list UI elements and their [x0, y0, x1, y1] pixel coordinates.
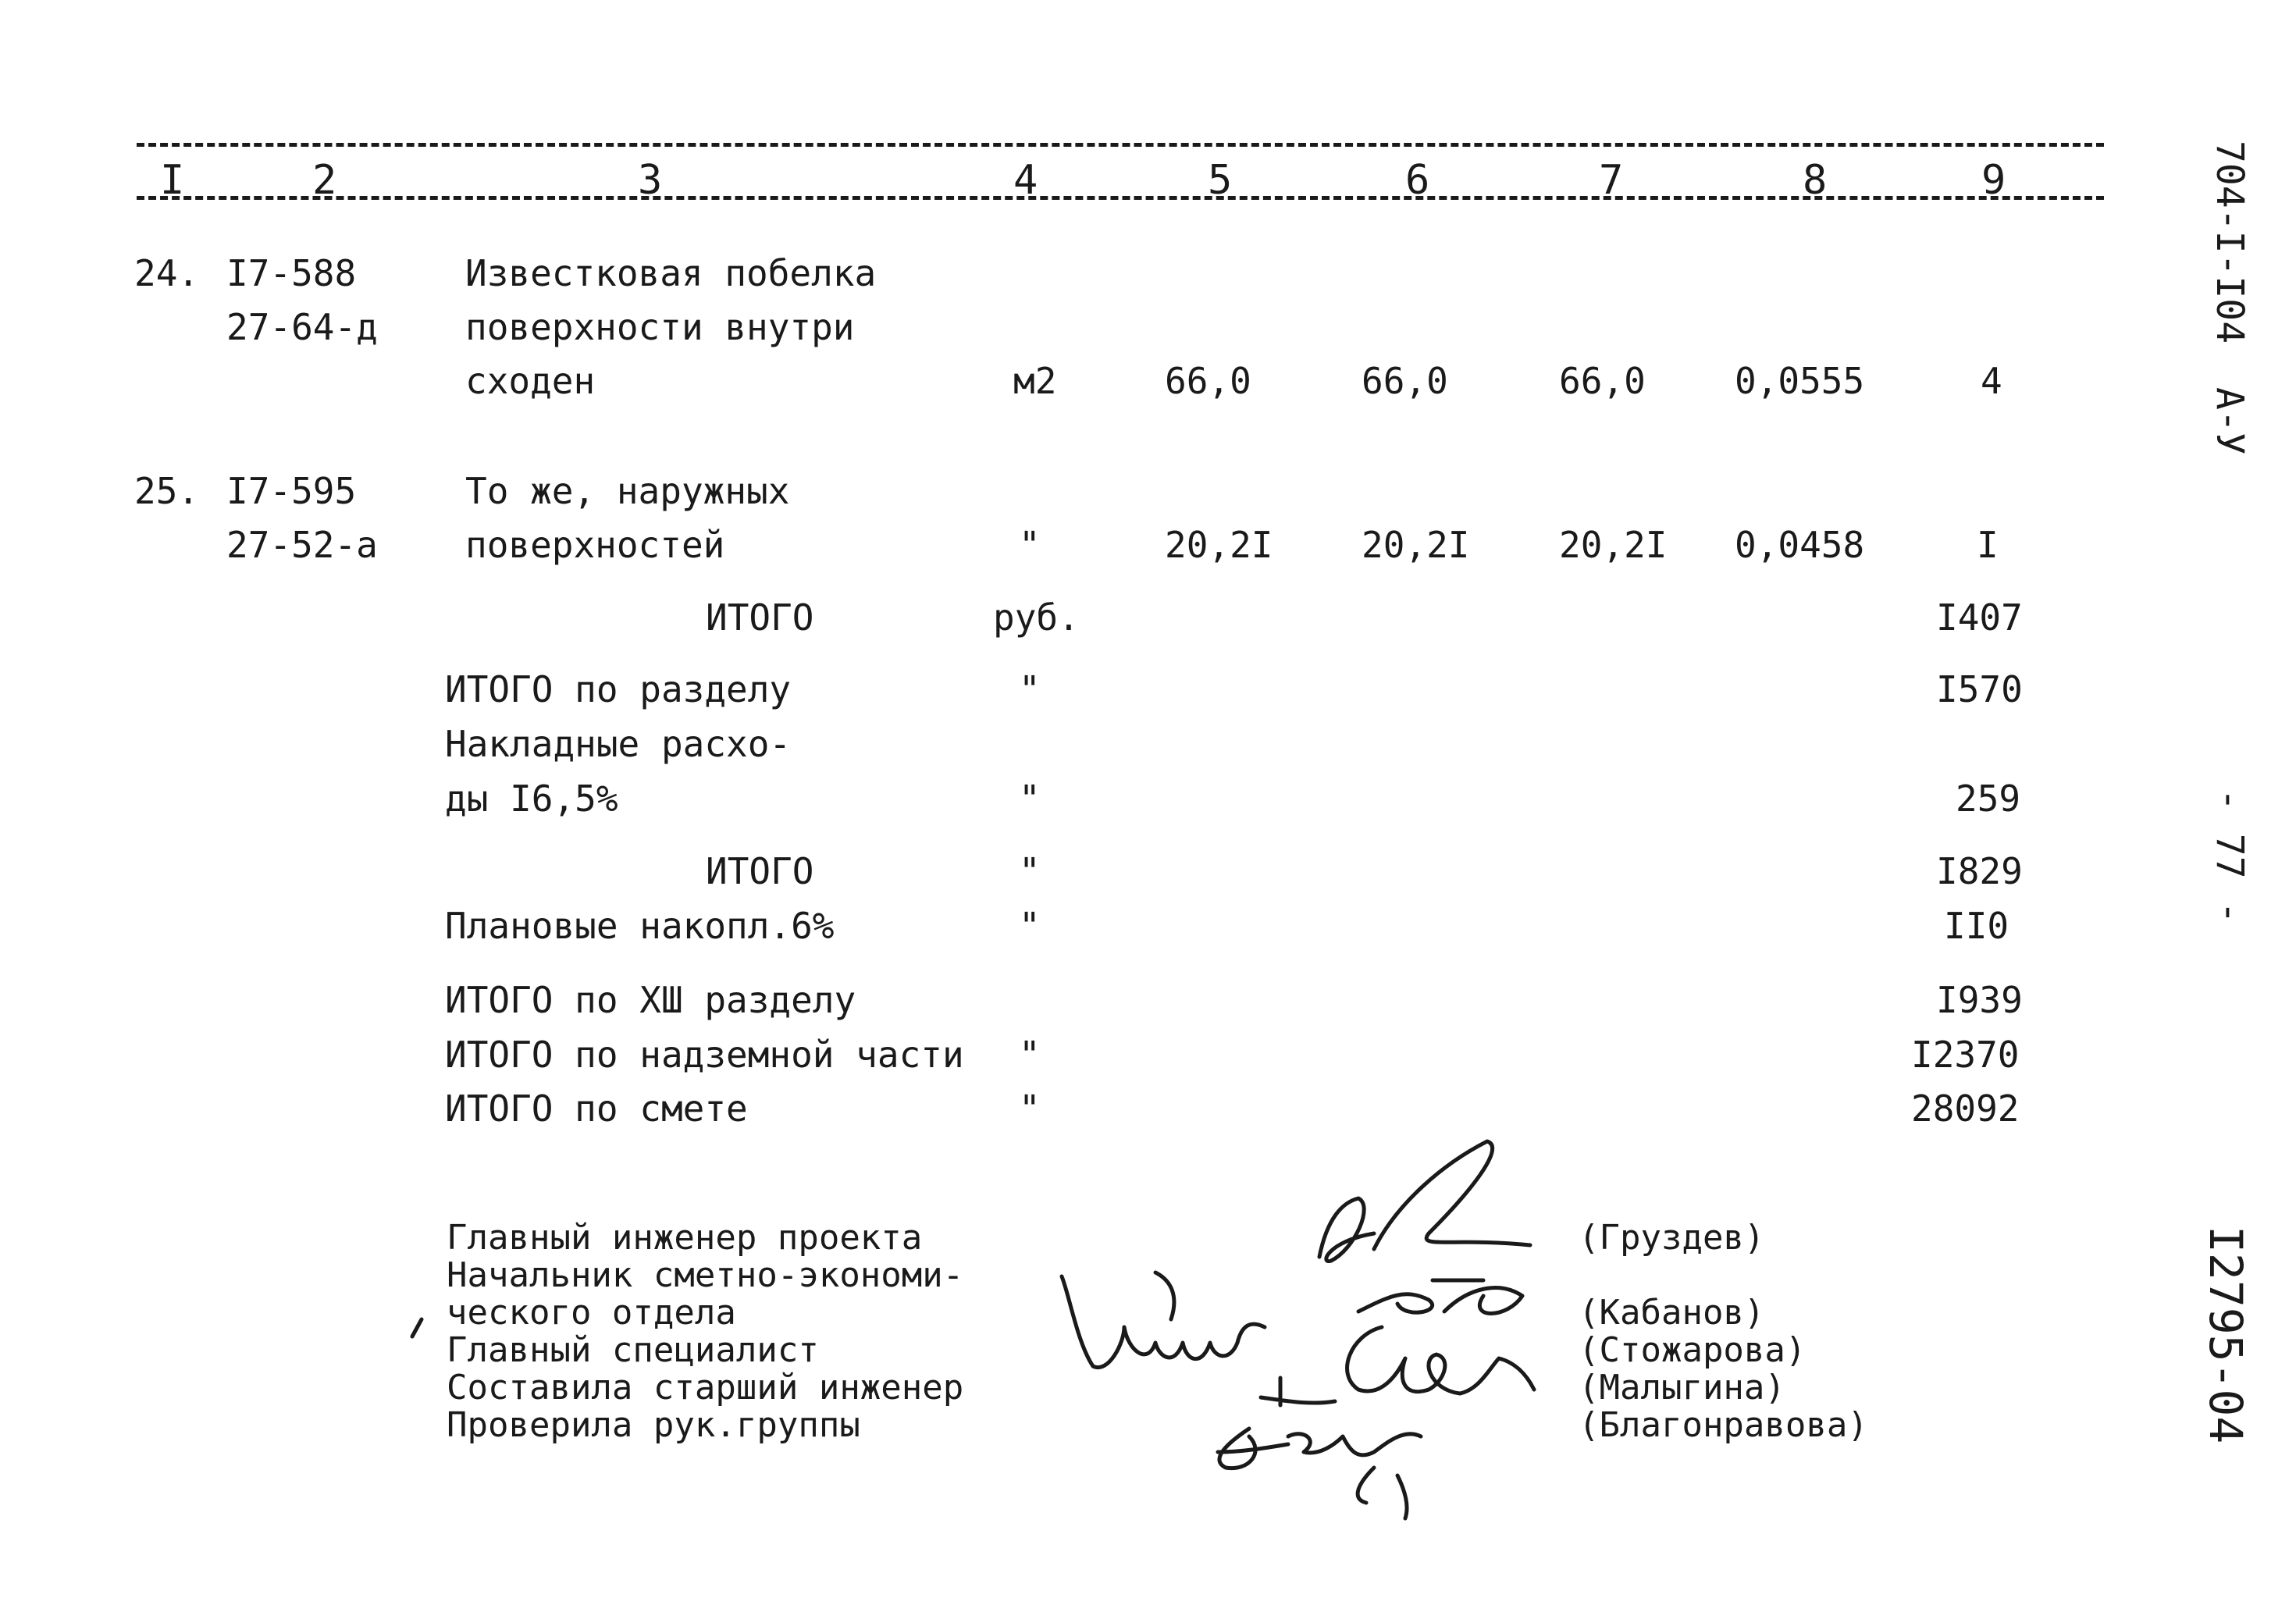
inventory-number: I2795-04 — [2199, 1226, 2252, 1444]
row-number: 24. — [134, 252, 200, 294]
row-col-7: 66,0 — [1559, 360, 1646, 402]
row-code-primary: I7-595 — [226, 470, 357, 512]
row-name-line: То же, наружных — [465, 470, 790, 512]
album-code: А-У — [2208, 387, 2252, 455]
total-unit: руб. — [993, 596, 1080, 639]
row-col-6: 66,0 — [1362, 360, 1448, 402]
signature-blagonravova — [1218, 1429, 1421, 1518]
column-header-5: 5 — [1208, 157, 1233, 204]
row-name-line: Известковая побелка — [465, 252, 877, 294]
row-col-7: 20,2I — [1559, 524, 1668, 566]
row-unit: " — [1019, 524, 1041, 566]
column-header-9: 9 — [1981, 157, 2006, 204]
total-label: ИТОГО — [706, 850, 814, 892]
column-header-4: 4 — [1013, 157, 1038, 204]
column-header-7: 7 — [1599, 157, 1624, 204]
total-unit: " — [1019, 668, 1041, 710]
row-code-secondary: 27-52-а — [226, 524, 378, 566]
row-col-5: 66,0 — [1165, 360, 1251, 402]
row-code-secondary: 27-64-д — [226, 306, 378, 348]
total-label: ИТОГО по XШ разделу — [445, 979, 856, 1021]
total-value: I939 — [1936, 979, 2023, 1021]
row-unit: м2 — [1013, 360, 1057, 402]
total-label: Плановые накопл.6% — [445, 905, 835, 947]
column-header-2: 2 — [312, 157, 337, 204]
column-header-6: 6 — [1405, 157, 1430, 204]
total-label: Накладные расхо- — [445, 723, 792, 765]
row-number: 25. — [134, 470, 200, 512]
document-code: 704-I-I04 — [2208, 141, 2252, 344]
signature-name: (Благонравова) — [1579, 1405, 1868, 1445]
row-col-8: 0,0555 — [1735, 360, 1865, 402]
row-col-6: 20,2I — [1362, 524, 1470, 566]
total-value: 28092 — [1911, 1087, 2020, 1130]
signature-name: (Кабанов) — [1579, 1293, 1765, 1333]
signature-role: Проверила рук.группы — [447, 1405, 860, 1445]
total-unit: " — [1019, 778, 1041, 820]
total-label: ИТОГО по разделу — [445, 668, 792, 710]
total-value: 259 — [1956, 778, 2021, 820]
signature-role: Главный инженер проекта — [447, 1218, 923, 1258]
column-header-8: 8 — [1803, 157, 1828, 204]
signature-name: (Стожарова) — [1579, 1330, 1807, 1370]
row-col-9: 4 — [1981, 360, 2002, 402]
total-unit: " — [1019, 1087, 1041, 1130]
row-col-8: 0,0458 — [1735, 524, 1865, 566]
total-label: ИТОГО по смете — [445, 1087, 748, 1130]
column-header-3: 3 — [638, 157, 663, 204]
page-number: - 77 - — [2208, 788, 2252, 924]
total-value: I570 — [1936, 668, 2023, 710]
total-value: II0 — [1944, 905, 2009, 947]
total-unit: " — [1019, 850, 1041, 892]
total-value: I407 — [1936, 596, 2023, 639]
total-label: ИТОГО — [706, 596, 814, 639]
total-unit: " — [1019, 905, 1041, 947]
total-value: I2370 — [1911, 1034, 2020, 1076]
signature-malygina — [1261, 1327, 1534, 1405]
row-col-9: I — [1977, 524, 1999, 566]
signature-name: (Малыгина) — [1579, 1368, 1785, 1408]
total-unit: " — [1019, 1034, 1041, 1076]
row-code-primary: I7-588 — [226, 252, 357, 294]
total-value: I829 — [1936, 850, 2023, 892]
stray-mark — [412, 1319, 422, 1336]
signature-stozharova — [1062, 1272, 1265, 1368]
signature-role: ческого отдела — [447, 1293, 736, 1333]
signature-kabanov — [1358, 1280, 1522, 1314]
row-name-line: сходен — [465, 360, 596, 402]
signature-role: Составила старший инженер — [447, 1368, 964, 1408]
row-name-line: поверхности внутри — [465, 306, 855, 348]
signature-name: (Груздев) — [1579, 1218, 1765, 1258]
signature-role: Начальник сметно-экономи- — [447, 1255, 964, 1295]
row-name-line: поверхностей — [465, 524, 725, 566]
row-col-5: 20,2I — [1165, 524, 1273, 566]
signature-role: Главный специалист — [447, 1330, 819, 1370]
signature-gruzdev — [1319, 1141, 1530, 1262]
total-label: ИТОГО по надземной части — [445, 1034, 964, 1076]
total-label: ды I6,5% — [445, 778, 618, 820]
column-header-1: I — [160, 157, 185, 204]
